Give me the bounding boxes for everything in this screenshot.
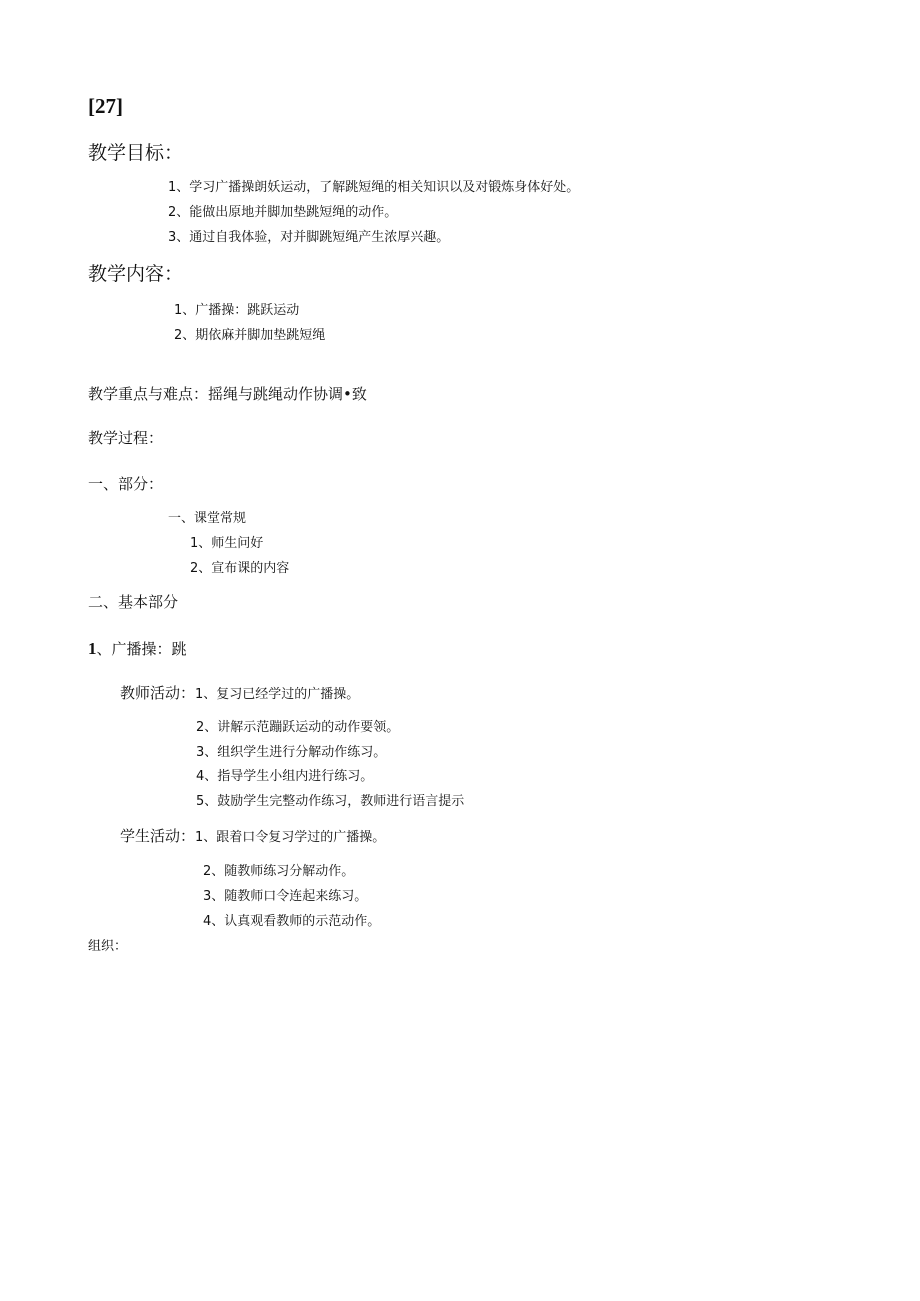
teacher-activity-item-5: 5、鼓励学生完整动作练习，教师进行语言提示 (196, 794, 465, 809)
teacher-activity-item-2: 2、讲解示范蹦跃运动的动作要领。 (196, 720, 400, 735)
student-activity-line (120, 829, 385, 844)
process-heading: 教学过程： (88, 429, 164, 447)
objective-item-3: 3、通过自我体验，对并脚跳短绳产生浓厚兴趣。 (168, 230, 450, 245)
part1-heading: 一、部分： (88, 475, 164, 493)
part1-item-2: 2、宣布课的内容 (190, 561, 290, 576)
student-activity-item-1: 1、跟着口令复习学过的广播操。 (195, 830, 386, 845)
objective-item-1: 1、学习广播操朗妖运动，了解跳短绳的相关知识以及对锻炼身体好处。 (168, 180, 580, 195)
teacher-activity-item-1: 1、复习已经学过的广播操。 (195, 687, 360, 702)
part1-item-1: 1、师生问好 (190, 536, 264, 551)
teacher-activity-item-4: 4、指导学生小组内进行练习。 (196, 769, 374, 784)
content-item-2: 2、期依麻并脚加垫跳短绳 (174, 328, 326, 343)
student-activity-item-4: 4、认真观看教师的示范动作。 (203, 914, 381, 929)
section-title-line (88, 640, 187, 657)
section-title: 、广播操：跳 (96, 640, 187, 658)
student-activity-label: 学生活动： (120, 827, 196, 845)
content-heading: 教学内容： (88, 263, 184, 285)
content-item-1: 1、广播操：跳跃运动 (174, 303, 300, 318)
part1-sub-heading: 一、课堂常规 (168, 511, 247, 526)
organization-label: 组织： (88, 939, 128, 954)
teacher-activity-line (120, 686, 359, 701)
section-number: 1 (88, 639, 97, 658)
teacher-activity-item-3: 3、组织学生进行分解动作练习。 (196, 745, 387, 760)
objective-item-2: 2、能做出原地并脚加垫跳短绳的动作。 (168, 205, 398, 220)
key-points: 教学重点与难点：摇绳与跳绳动作协调•致 (88, 385, 367, 403)
student-activity-item-2: 2、随教师练习分解动作。 (203, 864, 355, 879)
teacher-activity-label: 教师活动： (120, 684, 196, 702)
document-id: [27] (88, 94, 123, 118)
objectives-heading: 教学目标： (88, 142, 184, 164)
student-activity-item-3: 3、随教师口令连起来练习。 (203, 889, 368, 904)
part2-heading: 二、基本部分 (88, 593, 179, 611)
